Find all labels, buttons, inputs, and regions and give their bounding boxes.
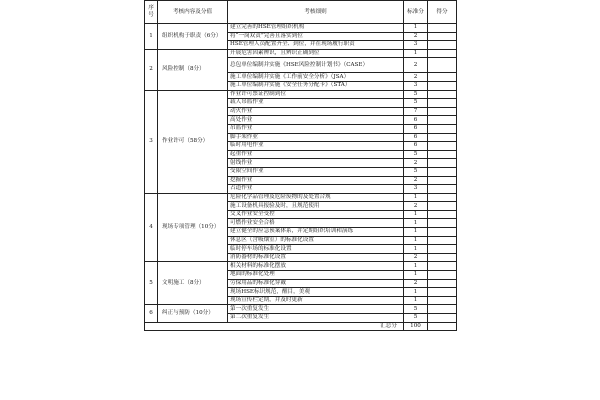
score-cell[interactable] xyxy=(428,305,457,314)
standard-points: 5 xyxy=(404,90,428,99)
criterion-text: 作业许可票证控制到位 xyxy=(228,90,404,99)
standard-points: 5 xyxy=(404,150,428,159)
standard-points: 6 xyxy=(404,142,428,151)
standard-points: 2 xyxy=(404,58,428,73)
assessment-table xyxy=(144,0,457,331)
section-number: 2 xyxy=(145,49,158,90)
score-cell[interactable] xyxy=(428,142,457,151)
score-cell[interactable] xyxy=(428,41,457,50)
criterion-text: 射线作业 xyxy=(228,159,404,168)
standard-points: 3 xyxy=(404,185,428,194)
criterion-text: 休息区（含吸烟室）的标准化设置 xyxy=(228,236,404,245)
standard-points: 2 xyxy=(404,73,428,82)
standard-points: 1 xyxy=(404,228,428,237)
score-cell[interactable] xyxy=(428,81,457,90)
criterion-text: 起重作业 xyxy=(228,150,404,159)
section-title: 风险控制（8分） xyxy=(158,49,228,90)
standard-points: 5 xyxy=(404,99,428,108)
header-detail: 考核细则 xyxy=(228,1,404,24)
score-cell[interactable] xyxy=(428,279,457,288)
criterion-text: 载人吊篮作业 xyxy=(228,99,404,108)
score-cell[interactable] xyxy=(428,107,457,116)
score-cell[interactable] xyxy=(428,253,457,262)
criterion-text: 吊篮作业 xyxy=(228,124,404,133)
section-title: 组织机构于职责（6分） xyxy=(158,24,228,50)
score-cell[interactable] xyxy=(428,124,457,133)
score-cell[interactable] xyxy=(428,90,457,99)
section-title: 作业许可（58分） xyxy=(158,90,228,193)
standard-points: 1 xyxy=(404,245,428,254)
criterion-text: 劳保用品的标准化穿戴 xyxy=(228,279,404,288)
criterion-text: 现场HSE标识规范，醒目，美观 xyxy=(228,288,404,297)
score-cell[interactable] xyxy=(428,202,457,211)
score-cell[interactable] xyxy=(428,271,457,280)
section-number: 5 xyxy=(145,262,158,305)
criterion-text: 受限空间作业 xyxy=(228,167,404,176)
criterion-text: 脚手架作业 xyxy=(228,133,404,142)
criterion-text: 挖掘作业 xyxy=(228,176,404,185)
criterion-text: 相关材料的标准化摆放 xyxy=(228,262,404,271)
score-cell[interactable] xyxy=(428,236,457,245)
standard-points: 2 xyxy=(404,32,428,41)
criterion-text: 将“一岗双责”完善且落实到位 xyxy=(228,32,404,41)
score-cell[interactable] xyxy=(428,219,457,228)
standard-points: 1 xyxy=(404,24,428,33)
criterion-text: 第一次重复发生 xyxy=(228,305,404,314)
header-score: 得分 xyxy=(428,1,457,24)
standard-points: 5 xyxy=(404,314,428,323)
section-number: 1 xyxy=(145,24,158,50)
criterion-text: 消防器材的标准化设置 xyxy=(228,253,404,262)
standard-points: 1 xyxy=(404,271,428,280)
criterion-text: 危险化学品管理及危险废物的及处置合规 xyxy=(228,193,404,202)
score-cell[interactable] xyxy=(428,210,457,219)
score-cell[interactable] xyxy=(428,288,457,297)
criterion-text: 交叉作业安全受控 xyxy=(228,210,404,219)
total-label: 汇总分 xyxy=(145,322,404,331)
section-title: 文明施工（8分） xyxy=(158,262,228,305)
score-cell[interactable] xyxy=(428,133,457,142)
criterion-text: 占道作业 xyxy=(228,185,404,194)
score-cell[interactable] xyxy=(428,73,457,82)
table-body xyxy=(145,24,457,331)
total-points: 100 xyxy=(404,322,428,331)
total-score-cell[interactable] xyxy=(428,322,457,331)
criterion-text: HSE管理人员配置齐全、到位，并在现场履行职责 xyxy=(228,41,404,50)
standard-points: 1 xyxy=(404,210,428,219)
standard-points: 1 xyxy=(404,49,428,58)
criterion-text: 现场宣传栏定期，并及时更新 xyxy=(228,296,404,305)
scoring-sheet xyxy=(144,0,456,331)
standard-points: 2 xyxy=(404,176,428,185)
standard-points: 1 xyxy=(404,288,428,297)
standard-points: 1 xyxy=(404,296,428,305)
criterion-text: 可燃作业安全合格 xyxy=(228,219,404,228)
table-row xyxy=(145,49,457,58)
standard-points: 2 xyxy=(404,279,428,288)
criterion-text: 建立完善的HSE管理组织机构 xyxy=(228,24,404,33)
standard-points: 1 xyxy=(404,262,428,271)
header-seq: 序号 xyxy=(145,1,158,24)
section-number: 3 xyxy=(145,90,158,193)
header-content: 考核内容及分值 xyxy=(158,1,228,24)
section-title: 纠正与预防（10分） xyxy=(158,305,228,322)
score-cell[interactable] xyxy=(428,185,457,194)
score-cell[interactable] xyxy=(428,49,457,58)
standard-points: 3 xyxy=(404,81,428,90)
standard-points: 1 xyxy=(404,219,428,228)
criterion-text: 临时停车场的标准化设置 xyxy=(228,245,404,254)
standard-points: 2 xyxy=(404,159,428,168)
score-cell[interactable] xyxy=(428,159,457,168)
score-cell[interactable] xyxy=(428,262,457,271)
standard-points: 5 xyxy=(404,305,428,314)
section-number: 6 xyxy=(145,305,158,322)
criterion-text: 总包单位编制并实施《HSE风险控制计划书》（CASE） xyxy=(228,58,404,73)
score-cell[interactable] xyxy=(428,58,457,73)
criterion-text: 动火作业 xyxy=(228,107,404,116)
criterion-text: 施工单位编制并实施《工作前安全分析》（JSA） xyxy=(228,73,404,82)
standard-points: 5 xyxy=(404,167,428,176)
score-cell[interactable] xyxy=(428,167,457,176)
score-cell[interactable] xyxy=(428,176,457,185)
score-cell[interactable] xyxy=(428,32,457,41)
score-cell[interactable] xyxy=(428,150,457,159)
score-cell[interactable] xyxy=(428,193,457,202)
score-cell[interactable] xyxy=(428,99,457,108)
standard-points: 2 xyxy=(404,202,428,211)
table-row xyxy=(145,262,457,271)
total-row xyxy=(145,322,457,331)
header-standard: 标准分 xyxy=(404,1,428,24)
criterion-text: 施工设备机具报验及时，且规范使用 xyxy=(228,202,404,211)
score-cell[interactable] xyxy=(428,296,457,305)
score-cell[interactable] xyxy=(428,228,457,237)
section-title: 现场专项管理（10分） xyxy=(158,193,228,262)
criterion-text: 第二次重复发生 xyxy=(228,314,404,323)
standard-points: 6 xyxy=(404,124,428,133)
table-row xyxy=(145,305,457,314)
criterion-text: 地面的标准化处理 xyxy=(228,271,404,280)
standard-points: 1 xyxy=(404,193,428,202)
standard-points: 2 xyxy=(404,253,428,262)
table-row xyxy=(145,24,457,33)
criterion-text: 临时用电作业 xyxy=(228,142,404,151)
criterion-text: 建立健全的应急预案体系，并定期组织培训和演练 xyxy=(228,228,404,237)
standard-points: 3 xyxy=(404,41,428,50)
standard-points: 7 xyxy=(404,107,428,116)
section-number: 4 xyxy=(145,193,158,262)
criterion-text: 高处作业 xyxy=(228,116,404,125)
standard-points: 1 xyxy=(404,236,428,245)
criterion-text: 施工单位编制并实施《安全任务分配卡》（STA） xyxy=(228,81,404,90)
score-cell[interactable] xyxy=(428,245,457,254)
score-cell[interactable] xyxy=(428,116,457,125)
standard-points: 6 xyxy=(404,116,428,125)
criterion-text: 开展危害因素辨识，且辨识正确到位 xyxy=(228,49,404,58)
score-cell[interactable] xyxy=(428,314,457,323)
score-cell[interactable] xyxy=(428,24,457,33)
table-row xyxy=(145,90,457,99)
standard-points: 6 xyxy=(404,133,428,142)
table-row xyxy=(145,193,457,202)
header-row xyxy=(145,1,457,24)
